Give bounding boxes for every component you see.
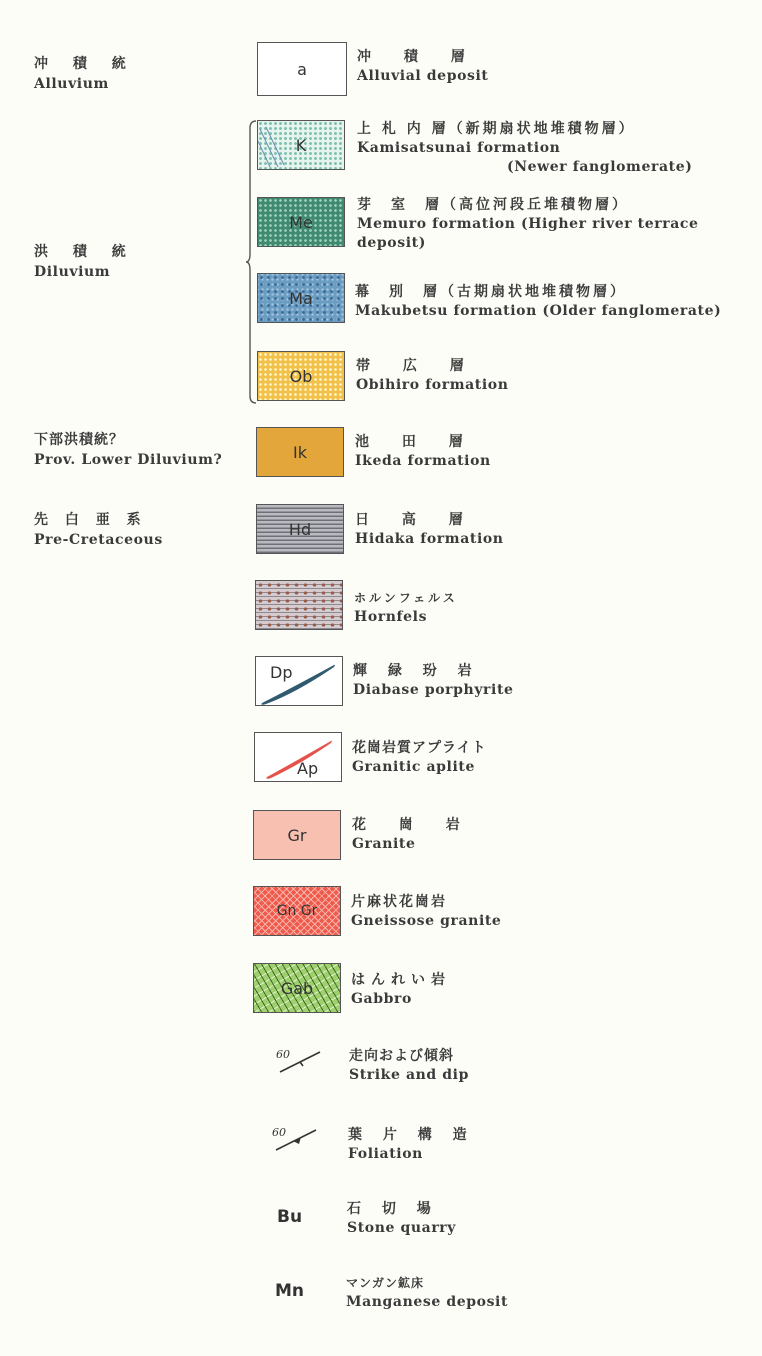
swatch-alluvial <box>257 42 347 96</box>
unit-name-jp: はんれい岩 <box>351 972 451 988</box>
unit-name-en-cont: (Newer fanglomerate) <box>507 159 693 175</box>
swatch-hidaka <box>256 504 344 554</box>
symbol-name-en: Strike and dip <box>349 1067 469 1083</box>
unit-gabbro <box>351 971 451 1009</box>
symbol-foliation <box>348 1126 475 1164</box>
unit-code: Hd <box>288 519 312 539</box>
symbol-name-en: Foliation <box>348 1146 423 1162</box>
unit-code: Ob <box>289 366 313 386</box>
unit-name-jp: 日 高 層 <box>355 512 477 528</box>
unit-name-en: Makubetsu formation (Older fanglomerate) <box>355 303 722 319</box>
strike-dip-icon <box>274 1046 326 1076</box>
unit-name-en: Hidaka formation <box>355 531 504 547</box>
manganese-deposit-symbol: Mn <box>275 1281 305 1301</box>
unit-diabase-porphyrite <box>353 662 514 700</box>
swatch-memuro <box>257 197 345 247</box>
swatch-kamisatsunai <box>257 120 345 170</box>
swatch-diabase-porphyrite <box>255 656 343 706</box>
unit-name-jp: 帯 広 層 <box>356 358 478 374</box>
unit-name-jp: 輝 緑 玢 岩 <box>353 663 480 679</box>
foliation-angle: 60 <box>272 1126 286 1139</box>
unit-name-en-cont: deposit) <box>357 235 426 251</box>
symbol-name-en: Manganese deposit <box>346 1294 509 1310</box>
unit-code: Ik <box>293 442 307 462</box>
unit-name-jp: 片麻状花崗岩 <box>351 894 447 910</box>
unit-name-en: Alluvial deposit <box>357 68 489 84</box>
unit-code: Ap <box>297 759 319 778</box>
swatch-obihiro <box>257 351 345 401</box>
swatch-makubetsu <box>257 273 345 323</box>
era-diluvium <box>34 242 136 282</box>
unit-code: Dp <box>270 663 293 682</box>
unit-kamisatsunai <box>357 120 692 177</box>
era-label-en: Alluvium <box>34 76 109 92</box>
swatch-gneissose-granite <box>253 886 341 936</box>
unit-code: Me <box>289 212 313 232</box>
unit-ikeda <box>355 433 491 471</box>
unit-hornfels <box>354 589 458 627</box>
swatch-gabbro <box>253 963 341 1013</box>
unit-name-en: Ikeda formation <box>355 453 491 469</box>
era-label-jp: 先 白 亜 系 <box>34 512 147 528</box>
unit-obihiro <box>356 357 509 395</box>
era-pre-cretaceous <box>34 510 163 550</box>
unit-code: Gab <box>280 978 314 998</box>
unit-granitic-aplite <box>352 739 487 777</box>
era-label-jp: 洪 積 統 <box>34 244 136 260</box>
unit-name-en: Granite <box>352 836 416 852</box>
unit-code: Gn Gr <box>276 903 318 919</box>
unit-name-en: Memuro formation (Higher river terrace <box>357 216 699 232</box>
swatch-granite <box>253 810 341 860</box>
swatch-granitic-aplite <box>254 732 342 782</box>
unit-name-en: Hornfels <box>354 609 428 625</box>
unit-code: Gr <box>287 825 307 845</box>
era-label-jp: 下部洪積統？ <box>34 432 124 448</box>
unit-code: Ma <box>289 288 313 308</box>
unit-name-en: Gabbro <box>351 991 412 1007</box>
foliation-icon <box>270 1124 322 1154</box>
unit-granite <box>352 816 474 854</box>
symbol-name-jp: マンガン鉱床 <box>346 1276 425 1290</box>
swatch-hornfels <box>255 580 343 630</box>
unit-name-jp: 冲 積 層 <box>357 49 479 65</box>
unit-name-jp: 花 崗 岩 <box>352 817 474 833</box>
diluvium-brace <box>245 120 257 404</box>
symbol-manganese-deposit <box>346 1274 508 1312</box>
unit-name-jp: 幕 別 層（古期扇状地堆積物層） <box>355 284 627 300</box>
unit-name-en: Kamisatsunai formation <box>357 140 561 156</box>
era-label-en: Prov. Lower Diluvium? <box>34 452 223 468</box>
era-alluvium <box>34 54 136 94</box>
unit-name-en: Obihiro formation <box>356 377 509 393</box>
unit-makubetsu <box>355 283 721 321</box>
era-lower-diluvium <box>34 430 222 470</box>
symbol-stone-quarry <box>347 1200 456 1238</box>
unit-name-jp: 池 田 層 <box>355 434 477 450</box>
unit-name-jp: 花崗岩質アプライト <box>352 740 487 756</box>
symbol-strike-dip <box>349 1047 469 1085</box>
unit-name-en: Diabase porphyrite <box>353 682 514 698</box>
unit-name-jp: ホルンフェルス <box>354 591 458 605</box>
symbol-name-jp: 葉 片 構 造 <box>348 1127 475 1143</box>
unit-code: K <box>295 135 307 155</box>
unit-memuro <box>357 196 699 253</box>
symbol-name-en: Stone quarry <box>347 1220 457 1236</box>
unit-name-jp: 上 札 内 層（新期扇状地堆積物層） <box>357 121 636 137</box>
unit-name-jp: 芽 室 層（高位河段丘堆積物層） <box>357 197 629 213</box>
unit-code: a <box>297 59 307 79</box>
swatch-ikeda <box>256 427 344 477</box>
unit-name-en: Granitic aplite <box>352 759 475 775</box>
stone-quarry-symbol: Bu <box>277 1207 303 1227</box>
unit-name-en: Gneissose granite <box>351 913 502 929</box>
unit-hidaka <box>355 511 504 549</box>
symbol-name-jp: 走向および傾斜 <box>349 1048 454 1064</box>
strike-dip-angle: 60 <box>276 1048 290 1061</box>
era-label-en: Pre-Cretaceous <box>34 532 163 548</box>
symbol-name-jp: 石 切 場 <box>347 1201 439 1217</box>
unit-alluvial <box>357 48 489 86</box>
era-label-jp: 冲 積 統 <box>34 56 136 72</box>
diagonal-hatch-icon <box>258 121 288 170</box>
unit-gneissose-granite <box>351 893 501 931</box>
era-label-en: Diluvium <box>34 264 111 280</box>
